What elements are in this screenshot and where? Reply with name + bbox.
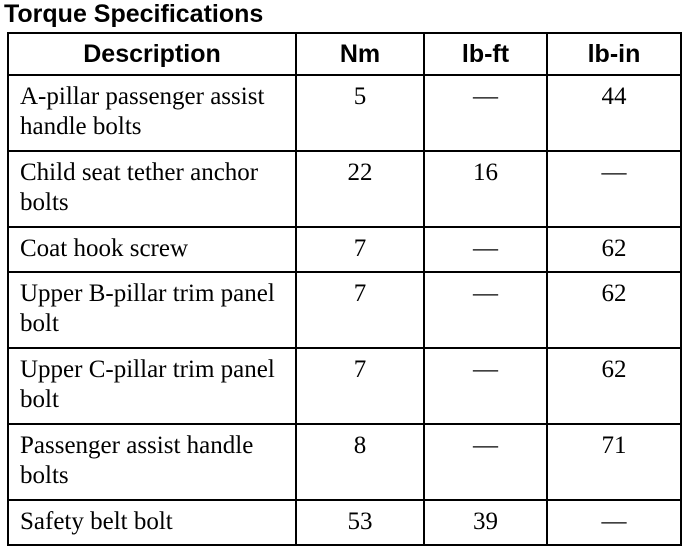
table-row: [8, 500, 681, 545]
cell-lb-ft: —: [424, 348, 547, 424]
cell-description: Upper B-pillar trim panel bolt: [8, 272, 296, 348]
cell-lb-ft: 39: [424, 500, 547, 545]
torque-specifications-table: [7, 32, 682, 546]
column-header-nm: Nm: [296, 33, 424, 75]
cell-lb-in: 62: [547, 227, 681, 272]
cell-description: Child seat tether anchor bolts: [8, 151, 296, 227]
cell-nm: 8: [296, 424, 424, 500]
table-row: [8, 424, 681, 500]
table-row: [8, 348, 681, 424]
cell-lb-in: 62: [547, 272, 681, 348]
cell-lb-in: —: [547, 151, 681, 227]
table-row: [8, 75, 681, 151]
cell-lb-ft: —: [424, 227, 547, 272]
cell-description: Upper C-pillar trim panel bolt: [8, 348, 296, 424]
table-row: [8, 227, 681, 272]
cell-description: Passenger assist handle bolts: [8, 424, 296, 500]
cell-nm: 7: [296, 227, 424, 272]
table-header-row: [8, 33, 681, 75]
page-title: Torque Specifications: [4, 0, 264, 28]
column-header-description: Description: [8, 33, 296, 75]
cell-lb-ft: —: [424, 424, 547, 500]
cell-lb-in: 44: [547, 75, 681, 151]
cell-nm: 7: [296, 348, 424, 424]
cell-lb-ft: —: [424, 272, 547, 348]
cell-lb-ft: —: [424, 75, 547, 151]
column-header-lb-ft: lb-ft: [424, 33, 547, 75]
table-row: [8, 272, 681, 348]
cell-lb-in: 62: [547, 348, 681, 424]
cell-nm: 53: [296, 500, 424, 545]
cell-lb-in: 71: [547, 424, 681, 500]
table-row: [8, 151, 681, 227]
cell-description: A-pillar passenger assist handle bolts: [8, 75, 296, 151]
cell-description: Safety belt bolt: [8, 500, 296, 545]
column-header-lb-in: lb-in: [547, 33, 681, 75]
cell-nm: 22: [296, 151, 424, 227]
cell-nm: 7: [296, 272, 424, 348]
cell-description: Coat hook screw: [8, 227, 296, 272]
cell-lb-in: —: [547, 500, 681, 545]
cell-nm: 5: [296, 75, 424, 151]
cell-lb-ft: 16: [424, 151, 547, 227]
